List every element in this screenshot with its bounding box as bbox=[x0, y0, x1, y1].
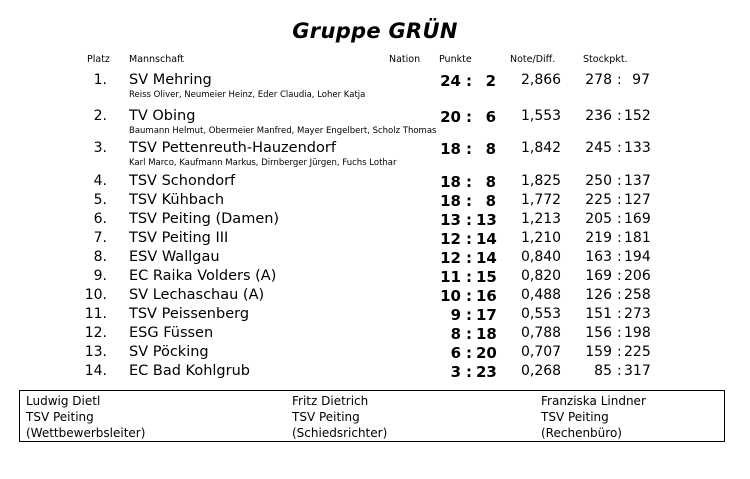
row-stock-for: 126 bbox=[585, 287, 612, 303]
row-points-won: 24 bbox=[440, 72, 461, 90]
row-place: 7. bbox=[93, 230, 107, 246]
row-stock-against: 137 bbox=[624, 173, 651, 189]
row-stock-for: 151 bbox=[585, 306, 612, 322]
row-note: 0,553 bbox=[521, 306, 562, 322]
row-place: 6. bbox=[93, 211, 107, 227]
row-note: 1,213 bbox=[521, 211, 562, 227]
footer-official-1 bbox=[26, 393, 145, 441]
stock-separator: : bbox=[617, 108, 622, 124]
row-points-won: 20 bbox=[440, 108, 461, 126]
row-team: SV Mehring bbox=[129, 72, 212, 88]
row-place: 13. bbox=[84, 344, 107, 360]
row-points-won: 11 bbox=[440, 268, 461, 286]
row-stock-for: 163 bbox=[585, 249, 612, 265]
stock-separator: : bbox=[617, 173, 622, 189]
row-players: Karl Marco, Kaufmann Markus, Dirnberger Jürgen, Fuchs Lothar bbox=[129, 158, 397, 168]
header-points: Punkte bbox=[439, 54, 472, 65]
row-place: 4. bbox=[93, 173, 107, 189]
row-team: SV Pöcking bbox=[129, 344, 209, 360]
row-points-won: 18 bbox=[440, 192, 461, 210]
points-separator: : bbox=[466, 108, 472, 126]
row-stock-for: 159 bbox=[585, 344, 612, 360]
row-stock-for: 85 bbox=[594, 363, 612, 379]
row-place: 14. bbox=[84, 363, 107, 379]
row-team: EC Bad Kohlgrub bbox=[129, 363, 250, 379]
header-nation: Nation bbox=[389, 54, 421, 65]
row-team: ESV Wallgau bbox=[129, 249, 220, 265]
points-separator: : bbox=[466, 140, 472, 158]
official-club: TSV Peiting bbox=[541, 410, 609, 424]
row-stock-against: 225 bbox=[624, 344, 651, 360]
stock-separator: : bbox=[617, 249, 622, 265]
table-row bbox=[0, 211, 750, 230]
official-role: (Rechenbüro) bbox=[541, 426, 622, 440]
official-name: Fritz Dietrich bbox=[292, 394, 369, 408]
row-points-lost: 17 bbox=[476, 306, 497, 324]
points-separator: : bbox=[466, 287, 472, 305]
table-row bbox=[0, 363, 750, 382]
row-points-lost: 6 bbox=[485, 108, 496, 126]
row-points-won: 12 bbox=[440, 230, 461, 248]
row-team: SV Lechaschau (A) bbox=[129, 287, 265, 303]
header-stock: Stockpkt. bbox=[583, 54, 628, 65]
row-points-lost: 18 bbox=[476, 325, 497, 343]
stock-separator: : bbox=[617, 192, 622, 208]
row-note: 0,840 bbox=[521, 249, 562, 265]
points-separator: : bbox=[466, 72, 472, 90]
table-row bbox=[0, 173, 750, 192]
signature-box bbox=[19, 390, 725, 442]
stock-separator: : bbox=[617, 306, 622, 322]
row-team: TV Obing bbox=[129, 108, 196, 124]
row-stock-against: 198 bbox=[624, 325, 651, 341]
row-stock-against: 97 bbox=[632, 72, 650, 88]
table-row bbox=[0, 306, 750, 325]
row-points-won: 12 bbox=[440, 249, 461, 267]
table-row bbox=[0, 325, 750, 344]
stock-separator: : bbox=[617, 287, 622, 303]
table-row bbox=[0, 344, 750, 363]
row-stock-for: 205 bbox=[585, 211, 612, 227]
row-stock-for: 219 bbox=[585, 230, 612, 246]
header-note: Note/Diff. bbox=[510, 54, 556, 65]
row-stock-against: 169 bbox=[624, 211, 651, 227]
row-note: 0,707 bbox=[521, 344, 562, 360]
row-team: EC Raika Volders (A) bbox=[129, 268, 277, 284]
table-row bbox=[0, 268, 750, 287]
row-place: 8. bbox=[93, 249, 107, 265]
stock-separator: : bbox=[617, 211, 622, 227]
row-stock-for: 225 bbox=[585, 192, 612, 208]
row-note: 1,553 bbox=[521, 108, 562, 124]
stock-separator: : bbox=[617, 140, 622, 156]
points-separator: : bbox=[466, 306, 472, 324]
row-place: 12. bbox=[84, 325, 107, 341]
row-points-won: 13 bbox=[440, 211, 461, 229]
row-stock-for: 169 bbox=[585, 268, 612, 284]
row-place: 1. bbox=[93, 72, 107, 88]
footer-official-3 bbox=[541, 393, 646, 441]
row-note: 0,788 bbox=[521, 325, 562, 341]
row-stock-for: 250 bbox=[585, 173, 612, 189]
table-row bbox=[0, 230, 750, 249]
table-row bbox=[0, 192, 750, 211]
row-team: TSV Pettenreuth-Hauzendorf bbox=[129, 140, 336, 156]
page-title: Gruppe GRÜN bbox=[292, 19, 458, 43]
row-team: TSV Peissenberg bbox=[129, 306, 250, 322]
points-separator: : bbox=[466, 344, 472, 362]
row-stock-for: 245 bbox=[585, 140, 612, 156]
row-points-won: 10 bbox=[440, 287, 461, 305]
points-separator: : bbox=[466, 249, 472, 267]
row-place: 9. bbox=[93, 268, 107, 284]
row-stock-against: 127 bbox=[624, 192, 651, 208]
row-note: 1,210 bbox=[521, 230, 562, 246]
row-team: TSV Peiting (Damen) bbox=[129, 211, 280, 227]
row-note: 1,772 bbox=[521, 192, 562, 208]
row-stock-against: 133 bbox=[624, 140, 651, 156]
official-role: (Schiedsrichter) bbox=[292, 426, 388, 440]
row-points-won: 3 bbox=[450, 363, 461, 381]
table-row bbox=[0, 72, 750, 100]
stock-separator: : bbox=[617, 268, 622, 284]
stock-separator: : bbox=[617, 344, 622, 360]
official-club: TSV Peiting bbox=[26, 410, 94, 424]
official-role: (Wettbewerbsleiter) bbox=[26, 426, 146, 440]
row-points-won: 6 bbox=[450, 344, 461, 362]
row-points-lost: 8 bbox=[485, 140, 496, 158]
footer-official-2 bbox=[292, 393, 387, 441]
row-stock-against: 273 bbox=[624, 306, 651, 322]
row-stock-against: 317 bbox=[624, 363, 651, 379]
row-place: 5. bbox=[93, 192, 107, 208]
points-separator: : bbox=[466, 173, 472, 191]
row-stock-for: 278 bbox=[585, 72, 612, 88]
row-stock-against: 206 bbox=[624, 268, 651, 284]
row-team: TSV Schondorf bbox=[129, 173, 236, 189]
row-stock-against: 194 bbox=[624, 249, 651, 265]
row-place: 10. bbox=[84, 287, 107, 303]
table-row bbox=[0, 140, 750, 168]
row-points-won: 8 bbox=[450, 325, 461, 343]
row-team: TSV Kühbach bbox=[129, 192, 225, 208]
official-name: Franziska Lindner bbox=[541, 394, 646, 408]
row-points-lost: 15 bbox=[476, 268, 497, 286]
points-separator: : bbox=[466, 268, 472, 286]
row-team: TSV Peiting III bbox=[129, 230, 229, 246]
points-separator: : bbox=[466, 230, 472, 248]
row-place: 2. bbox=[93, 108, 107, 124]
header-place: Platz bbox=[87, 54, 110, 65]
row-players: Reiss Oliver, Neumeier Heinz, Eder Claudia, Loher Katja bbox=[129, 90, 366, 100]
row-points-lost: 8 bbox=[485, 173, 496, 191]
row-points-won: 9 bbox=[450, 306, 461, 324]
table-row bbox=[0, 249, 750, 268]
table-row bbox=[0, 108, 750, 136]
stock-separator: : bbox=[617, 230, 622, 246]
row-points-lost: 14 bbox=[476, 230, 497, 248]
row-note: 2,866 bbox=[521, 72, 562, 88]
row-place: 11. bbox=[84, 306, 107, 322]
row-points-won: 18 bbox=[440, 173, 461, 191]
stock-separator: : bbox=[617, 363, 622, 379]
row-stock-for: 236 bbox=[585, 108, 612, 124]
row-points-won: 18 bbox=[440, 140, 461, 158]
row-note: 0,488 bbox=[521, 287, 562, 303]
official-name: Ludwig Dietl bbox=[26, 394, 101, 408]
table-row bbox=[0, 287, 750, 306]
header-team: Mannschaft bbox=[129, 54, 184, 65]
row-stock-for: 156 bbox=[585, 325, 612, 341]
row-points-lost: 20 bbox=[476, 344, 497, 362]
row-note: 1,842 bbox=[521, 140, 562, 156]
row-points-lost: 14 bbox=[476, 249, 497, 267]
row-points-lost: 8 bbox=[485, 192, 496, 210]
row-points-lost: 2 bbox=[485, 72, 496, 90]
row-points-lost: 13 bbox=[476, 211, 497, 229]
row-team: ESG Füssen bbox=[129, 325, 214, 341]
official-club: TSV Peiting bbox=[292, 410, 360, 424]
row-note: 0,268 bbox=[521, 363, 562, 379]
row-points-lost: 16 bbox=[476, 287, 497, 305]
row-points-lost: 23 bbox=[476, 363, 497, 381]
stock-separator: : bbox=[617, 325, 622, 341]
row-stock-against: 258 bbox=[624, 287, 651, 303]
row-stock-against: 181 bbox=[624, 230, 651, 246]
points-separator: : bbox=[466, 192, 472, 210]
stock-separator: : bbox=[617, 72, 622, 88]
points-separator: : bbox=[466, 363, 472, 381]
points-separator: : bbox=[466, 211, 472, 229]
row-note: 1,825 bbox=[521, 173, 562, 189]
row-stock-against: 152 bbox=[624, 108, 651, 124]
points-separator: : bbox=[466, 325, 472, 343]
row-note: 0,820 bbox=[521, 268, 562, 284]
row-place: 3. bbox=[93, 140, 107, 156]
row-players: Baumann Helmut, Obermeier Manfred, Mayer Engelbert, Scholz Thomas bbox=[129, 126, 437, 136]
